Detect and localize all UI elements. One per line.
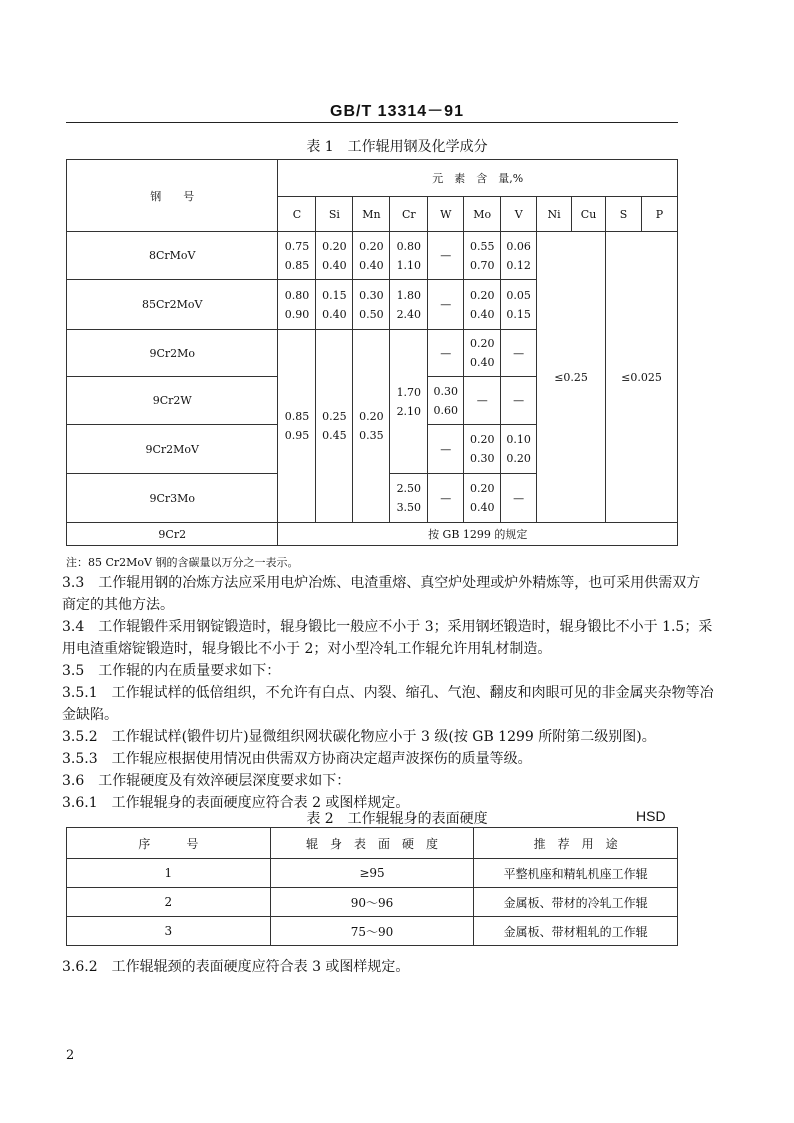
- w-cell: —: [428, 280, 464, 330]
- paragraph: 3.5.3 工作辊应根据使用情况由供需双方协商决定超声波探伤的质量等级。: [62, 751, 532, 767]
- element-header: V: [501, 197, 537, 232]
- table2-cell: 90～96: [270, 888, 474, 917]
- table2-cell: 75～90: [270, 917, 474, 946]
- w-cell: 0.30 0.60: [428, 377, 464, 425]
- table2-cell: 金属板、带材的冷轧工作辊: [474, 888, 678, 917]
- mo-cell: 0.20 0.40: [464, 330, 501, 377]
- mn-cell: 0.20 0.40: [353, 232, 390, 280]
- table1: [66, 159, 678, 546]
- document-header: GB/T 13314－91: [330, 103, 464, 120]
- c-cell: 0.75 0.85: [278, 232, 316, 280]
- si-cell: 0.20 0.40: [316, 232, 353, 280]
- paragraph: 3.6.2 工作辊辊颈的表面硬度应符合表 3 或图样规定。: [62, 959, 410, 975]
- element-header: Ni: [537, 197, 572, 232]
- grade-cell: 9Cr2Mo: [67, 330, 278, 377]
- cr-cell: 1.80 2.40: [390, 280, 428, 330]
- grade-cell: 85Cr2MoV: [67, 280, 278, 330]
- element-header: Mn: [353, 197, 390, 232]
- mo-cell: 0.20 0.40: [464, 474, 501, 523]
- table2-unit: HSD: [636, 808, 666, 824]
- table2-cell: 金属板、带材粗轧的工作辊: [474, 917, 678, 946]
- v-cell: 0.06 0.12: [501, 232, 537, 280]
- si-cell: 0.15 0.40: [316, 280, 353, 330]
- si-cell: 0.25 0.45: [316, 330, 353, 523]
- table2-header: 序 号: [67, 828, 271, 859]
- paragraph: 用电渣重熔锭锻造时，辊身锻比不小于 2；对小型冷轧工作辊允许用轧材制造。: [62, 641, 552, 657]
- mo-cell: 0.20 0.40: [464, 280, 501, 330]
- table2: [66, 827, 678, 946]
- element-header: Cu: [572, 197, 606, 232]
- mn-cell: 0.30 0.50: [353, 280, 390, 330]
- cr-cell: 0.80 1.10: [390, 232, 428, 280]
- s-p-cell: ≤0.025: [606, 232, 678, 523]
- mn-cell: 0.20 0.35: [353, 330, 390, 523]
- w-cell: —: [428, 474, 464, 523]
- grade-cell: 9Cr3Mo: [67, 474, 278, 523]
- cr-cell: 1.70 2.10: [390, 330, 428, 474]
- paragraph: 3.5.1 工作辊试样的低倍组织，不允许有白点、内裂、缩孔、气泡、翻皮和肉眼可见的非金属夹杂物等冶: [62, 685, 714, 701]
- element-header: Cr: [390, 197, 428, 232]
- v-cell: 0.10 0.20: [501, 425, 537, 474]
- grade-cell: 9Cr2: [67, 523, 278, 546]
- grade-cell: 8CrMoV: [67, 232, 278, 280]
- table2-header: 推 荐 用 途: [474, 828, 678, 859]
- paragraph: 3.5 工作辊的内在质量要求如下：: [62, 663, 281, 679]
- paragraph: 3.3 工作辊用钢的冶炼方法应采用电炉冶炼、电渣重熔、真空炉处理或炉外精炼等，也可采用供需双方: [62, 575, 701, 591]
- v-cell: —: [501, 474, 537, 523]
- elements-header: 元 素 含 量,%: [278, 160, 678, 197]
- mo-cell: 0.55 0.70: [464, 232, 501, 280]
- c-cell: 0.80 0.90: [278, 280, 316, 330]
- header-rule: [66, 122, 678, 123]
- paragraph: 3.6 工作辊硬度及有效淬硬层深度要求如下：: [62, 773, 351, 789]
- element-header: S: [606, 197, 642, 232]
- v-cell: —: [501, 330, 537, 377]
- table2-caption: 表 2 工作辊辊身的表面硬度: [306, 811, 488, 827]
- v-cell: —: [501, 377, 537, 425]
- w-cell: —: [428, 232, 464, 280]
- v-cell: 0.05 0.15: [501, 280, 537, 330]
- w-cell: —: [428, 330, 464, 377]
- cr-cell: 2.50 3.50: [390, 474, 428, 523]
- mo-cell: —: [464, 377, 501, 425]
- gb1299-cell: 按 GB 1299 的规定: [278, 523, 678, 546]
- grade-header: 钢 号: [67, 160, 278, 232]
- paragraph: 3.6.1 工作辊辊身的表面硬度应符合表 2 或图样规定。: [62, 795, 410, 811]
- element-header: Mo: [464, 197, 501, 232]
- element-header: C: [278, 197, 316, 232]
- paragraph: 3.5.2 工作辊试样(锻件切片)显微组织网状碳化物应小于 3 级(按 GB 1299 所附第二级别图)。: [62, 729, 656, 745]
- table2-header: 辊 身 表 面 硬 度: [270, 828, 474, 859]
- table1-caption: 表 1 工作辊用钢及化学成分: [306, 139, 488, 155]
- paragraph: 3.4 工作辊锻件采用钢锭锻造时，辊身锻比一般应不小于 3；采用钢坯锻造时，辊身锻比不小于 1.5；采: [62, 619, 713, 635]
- paragraph: 商定的其他方法。: [62, 597, 174, 613]
- table2-cell: 2: [67, 888, 271, 917]
- table2-cell: 3: [67, 917, 271, 946]
- page-number: 2: [66, 1048, 75, 1063]
- mo-cell: 0.20 0.30: [464, 425, 501, 474]
- table2-cell: 1: [67, 859, 271, 888]
- ni-cu-cell: ≤0.25: [537, 232, 606, 523]
- table2-cell: ≥95: [270, 859, 474, 888]
- table2-cell: 平整机座和精轧机座工作辊: [474, 859, 678, 888]
- c-cell: 0.85 0.95: [278, 330, 316, 523]
- paragraph: 金缺陷。: [62, 707, 118, 723]
- w-cell: —: [428, 425, 464, 474]
- element-header: Si: [316, 197, 353, 232]
- table1-note: 注：85 Cr2MoV 钢的含碳量以万分之一表示。: [66, 556, 299, 569]
- element-header: W: [428, 197, 464, 232]
- element-header: P: [641, 197, 677, 232]
- grade-cell: 9Cr2MoV: [67, 425, 278, 474]
- grade-cell: 9Cr2W: [67, 377, 278, 425]
